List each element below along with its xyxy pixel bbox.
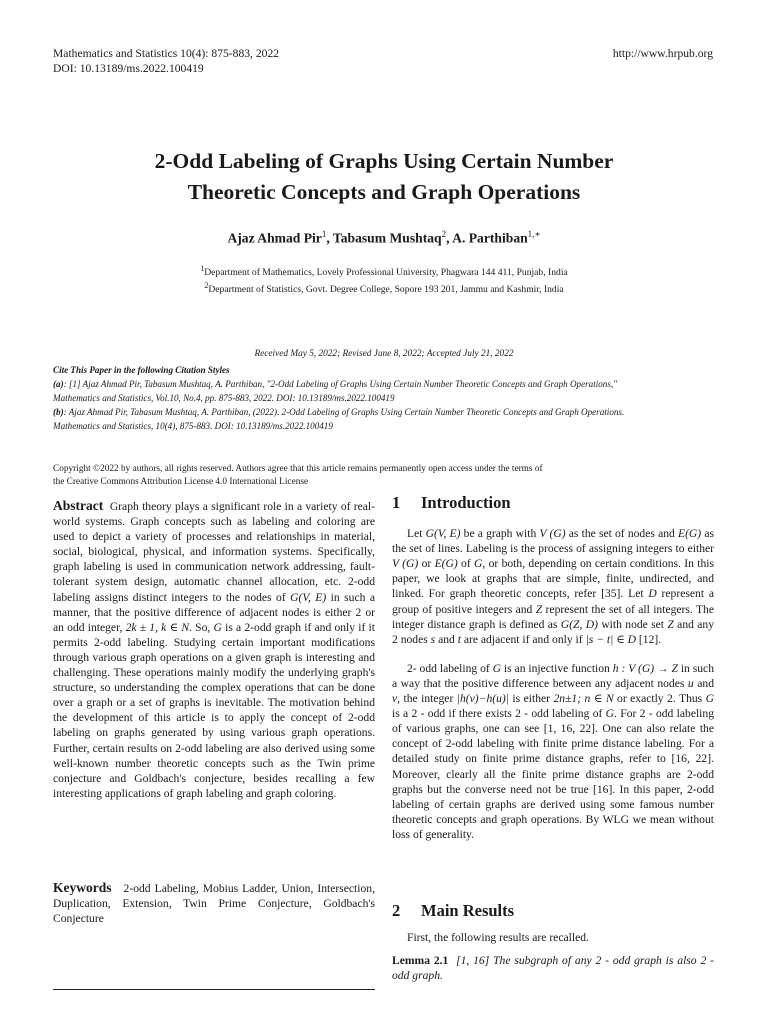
affiliation-mark: 2 [204,281,209,290]
math-expr: G(V, E) [425,527,461,541]
math-expr: s [430,632,436,646]
author-affil-mark: 1 [321,229,327,239]
keywords-label: Keywords [53,880,112,895]
math-expr: 2k ± 1, k ∈ N [125,620,190,634]
math-expr: |s − t| ∈ D [585,632,637,646]
copyright-notice [53,463,693,488]
author-name: A. Parthiban [452,230,528,246]
section-heading [392,495,714,510]
paragraph: Let G(V, E) be a graph with V (G) as the set of nodes and E(G) as the set of lines. Labeling is the process of assigning integers to either V (G) or E(G) of G, or both, depending on certain conditions. In this paper, we look at graphs that are simple, finite, undirected, and linked. For graph theoretic concepts, refer [35]. Let D represent a group of positive integers and Z represent the set of all integers. The integer distance graph is defined as G(Z, D) with node set Z and any 2 nodes s and t are adjacent if and only if |s − t| ∈ D [12]. [392,527,715,646]
affiliation [40,264,728,278]
math-expr: Z [667,617,674,631]
math-expr: v [392,692,398,706]
abstract-label: Abstract [53,498,104,513]
math-expr: Z [535,602,543,616]
section-heading [392,903,714,918]
affiliation [40,281,728,295]
abstract-text: Graph theory plays a significant role in a variety of real-world systems. Graph concepts such as labeling and coloring are used to depict a variety of processes and relationships in material, social, biological, physical, and information systems. Specifically, graph labeling is used in communication network addressing, fault-tolerant system design, automatic channel allocation, etc. 2-odd labeling assigns distinct integers to the nodes of [53,500,376,604]
section-title: Main Results [421,901,515,920]
citation-a-text-cont: Mathematics and Statistics, Vol.10, No.4, pp. 875-883, 2022. DOI: 10.13189/ms.2022.100419 [53,393,395,403]
lemma-text: The subgraph of any 2 - odd graph is also 2 - odd graph. [392,954,714,983]
affiliation-text: Department of Mathematics, Lovely Professional University, Phagwara 144 411, Punjab, India [204,267,568,279]
citation-block [53,363,723,433]
journal-url[interactable]: http://www.hrpub.org [612,47,713,60]
main-results-section [392,903,714,983]
paragraph: 2- odd labeling of G is an injective function h : V (G) → Z in such a way that the positive difference between any adjacent nodes u and v, the integer |h(v)−h(u)| is either 2n±1; n ∈ N or exactly 2. Thus G is a 2 - odd if there exists 2 - odd labeling of G. For 2 - odd labeling of various graphs, one can see [1, 16, 22]. One can also relate the concept of 2-odd labeling with finite prime distance labeling. For a detailed study on finite prime distance graphs, refer to [16, 22]. Moreover, clearly all the finite prime distance graphs are 2-odd graphs but the converse need not be true [16]. In this paper, 2-odd labeling of certain graphs are derived using some famous number theoretic concepts and graph operations. By WLG we mean without loss of generality. [392,661,715,841]
affiliation-text: Department of Statistics, Govt. Degree College, Sopore 193 201, Jammu and Kashmir, India [208,284,564,296]
affiliation-mark: 1 [200,264,205,273]
math-expr: G [474,557,483,571]
title-line-2: Theoretic Concepts and Graph Operations [187,180,581,204]
citation-a-label: (a) [53,379,64,389]
math-expr: G [705,692,715,706]
math-expr: u [687,676,694,690]
keywords [53,880,375,926]
author-list: Ajaz Ahmad Pir$^1$, Tabasum Mushtaq$^2$, A. Parthiban$^{1,∗}$ [227,229,541,246]
math-expr: V (G) [539,527,566,541]
keywords-text: 2-odd Labeling, Mobius Ladder, Union, Intersection, Duplication, Extension, Twin Prime Conjecture, Goldbach's Conjecture [53,882,375,926]
citation-a-text: : [1] Ajaz Ahmad Pir, Tabasum Mushtaq, A. Parthiban, "2-Odd Labeling of Graphs Using Certain Number Theoretic Concepts and Graph Operations," [63,379,617,389]
journal-citation: Mathematics and Statistics 10(4): 875-883, 2022 [53,47,280,60]
math-expr: E(G) [434,557,458,571]
copyright-line: Copyright ©2022 by authors, all rights reserved. Authors agree that this article remains permanently open access under the terms of [53,464,543,474]
citation-b-label: (b) [53,407,64,417]
math-expr: D [648,587,657,601]
author-affil-mark: 1,∗ [527,229,541,239]
received-dates: Received May 5, 2022; Revised June 8, 2022; Accepted July 21, 2022 [254,349,514,359]
introduction-section [392,495,714,842]
license-line: the Creative Commons Attribution License 4.0 International License [53,476,309,487]
math-expr: 2n±1; n ∈ N [553,692,614,706]
math-expr: G(V, E) [290,590,327,604]
author-name: Ajaz Ahmad Pir [227,230,322,246]
math-expr: t [457,632,461,646]
abstract-text: . So, [189,620,214,634]
citation-heading: Cite This Paper in the following Citation Styles [53,365,230,375]
section-number: 1 [392,493,401,512]
math-expr: G [492,661,502,675]
footnote-rule [53,989,375,990]
section-number: 2 [392,901,401,920]
math-expr: h : V (G) → Z [612,661,678,675]
abstract-text: in such a manner, that the positive difference of adjacent nodes is either 2 or an odd integer, [53,590,375,634]
math-expr: V (G) [392,557,419,571]
lemma-refs: [1, 16] [456,954,490,968]
math-expr: G [605,707,615,721]
abstract-text: is a 2-odd graph if and only if it permits 2-odd labeling. Studying certain important modifications through various graph operations on a given graph is interesting and challenging. These operations mainly modify the underlying graph's structure, so understanding the complex operations that can be done over a graph or a set of graphs is inevitable. The motivation behind the development of this article is to apply the concept of 2-odd labeling on graphs generated by using various graph operations. Further, certain results on 2-odd labeling are also derived using some well-known number theoretic concepts such as the Twin prime conjecture and Goldbach's conjecture, besides recalling a few interesting applications of graph labeling and graph coloring. [53,620,375,800]
paragraph: First, the following results are recalled. [407,931,589,945]
author-name: Tabasum Mushtaq [332,230,442,246]
section-title: Introduction [421,493,511,512]
lemma [392,953,714,983]
paper-title [40,146,728,208]
citation-b-text: : Ajaz Ahmad Pir, Tabasum Mushtaq, A. Parthiban, (2022). 2-Odd Labeling of Graphs Using Certain Number Theoretic Concepts and Graph Operations. [63,407,625,417]
lemma-label: Lemma 2.1 [392,954,449,968]
running-header [53,46,279,76]
math-expr: |h(v)−h(u)| [456,692,509,706]
abstract [53,498,375,801]
math-expr: G(Z, D) [560,617,598,631]
author-affil-mark: 2 [441,229,447,239]
math-expr: E(G) [677,527,702,541]
doi: DOI: 10.13189/ms.2022.100419 [53,62,204,75]
math-expr: G [213,620,222,634]
title-line-1: 2-Odd Labeling of Graphs Using Certain Number [154,149,614,173]
citation-b-text-cont: Mathematics and Statistics, 10(4), 875-883. DOI: 10.13189/ms.2022.100419 [53,421,333,431]
